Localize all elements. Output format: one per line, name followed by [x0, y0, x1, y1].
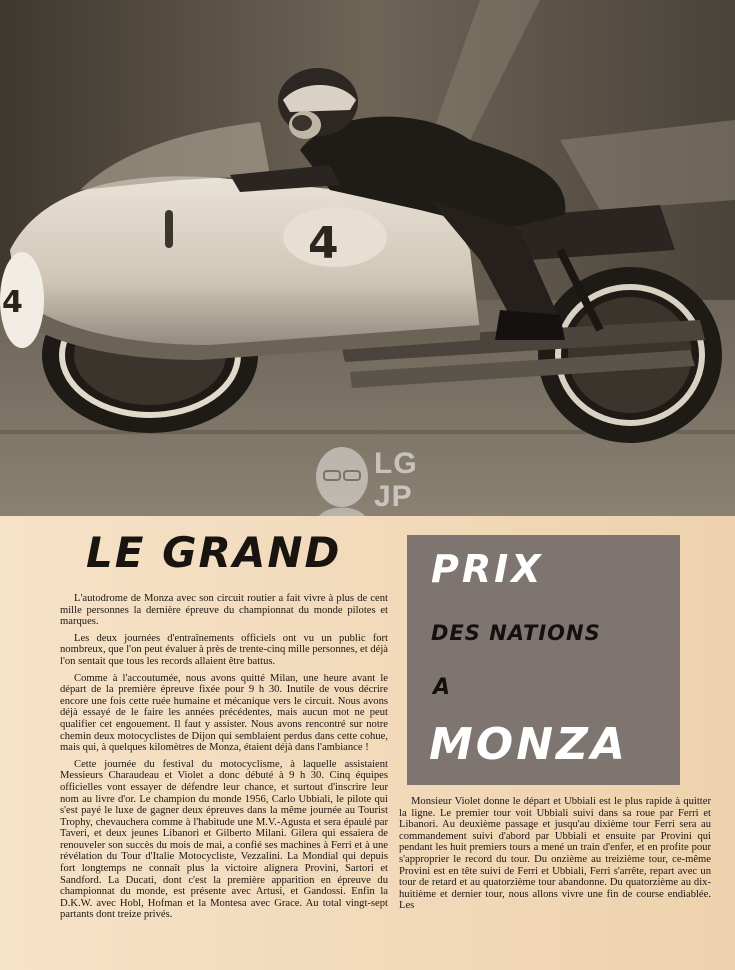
- article-column-right: [399, 796, 711, 917]
- watermark-portrait-icon: [312, 445, 372, 516]
- title-des-nations: DES NATIONS: [431, 621, 601, 645]
- title-box: [407, 535, 680, 785]
- title-monza: MONZA: [429, 719, 628, 770]
- paragraph: Les deux journées d'entraînements officiels ont vu un public fort nombreux, que l'on peut évaluer à près de trente-cinq mille personnes, et déjà l'on sentait que tous les records allaient être battus.: [60, 632, 388, 667]
- watermark-text: LG JP: [374, 447, 418, 513]
- paragraph: L'autodrome de Monza avec son circuit routier a fait vivre à plus de cent mille personnes la dernière épreuve du championnat du monde pilotes et marques.: [60, 593, 388, 628]
- paragraph: Cette journée du festival du motocyclisme, à laquelle assistaient Messieurs Charaudeau et Violet a donc débuté à 9 h 30. Cinq équipes officielles vont essayer de défendre leur chance, et surtout d'inscrire leur nom au livre d'or. Le champion du monde 1956, Carlo Ubbiali, le pilote qui s'est payé le luxe de gagner deux épreuves dans la même journée au Tourist Trophy, chevauchera comme à l'habitude une M.V.-Agusta et sera épaulé par Taveri, et deux jeunes Libanori et Gilberto Milani. Gilera qui essaiera de renouveler son succès du mois de mai, a confié ses machines à Ferri et à une révélation du Tour d'Italie Motocycliste, Vezzalini. La Mondial qui depuis fort longtemps ne connaît plus la victoire alignera Provini, Sartori et Sandford. La Ducati, dont c'est la première apparition en épreuve du championnat du monde, est présente avec Artusi, et Gandossi. Enfin la D.K.W. avec Hobl, Hofman et la Montesa avec Grace. Au total vingt-sept partants dont treize privés.: [60, 758, 388, 921]
- svg-text:4: 4: [2, 285, 23, 320]
- watermark: [312, 445, 432, 516]
- title-le-grand: LE GRAND: [86, 528, 342, 577]
- title-a: A: [433, 675, 451, 700]
- title-prix: PRIX: [431, 547, 544, 591]
- article-column-left: [60, 593, 388, 926]
- svg-text:4: 4: [308, 218, 339, 269]
- paragraph: Monsieur Violet donne le départ et Ubbiali est le plus rapide à quitter la ligne. Le premier tour voit Ubbiali suivi dans sa roue par Ferri et Libanori. Au deuxième passage et jusqu'au dixième tour Ferri sera au commandement suivi d'abord par Ubbiali et ensuite par Provini qui pendant les huit premiers tours a mené un train d'enfer, et en profite pour s'approprier le record du tour. Du onzième au treizième tour, ce-même Provini est en tête suivi de Ferri et Ubbiali, Ferri s'arrête, repart avec un tour de retard et au quatorzième tour abandonne. Du quatorzième au dix-huitième et dernier tour, nous allons vivre une fin de course endiablée. Les: [399, 796, 711, 912]
- paragraph: Comme à l'accoutumée, nous avons quitté Milan, une heure avant le départ de la première épreuve fixée pour 9 h 30. Inutile de vous décrire encore une fois cette ruée humaine et mécanique vers le circuit. Nous avons déjà essayé de le faire les années précédentes, mais aucun mot ne peut qualifier cet engouement. Il faut y assister. Nous avons rencontré sur notre chemin deux motocyclistes de Dijon qui semblaient perdus dans cette cohue, mais qui, à quelques kilomètres de Monza, étaient déjà dans l'ambiance !: [60, 672, 388, 754]
